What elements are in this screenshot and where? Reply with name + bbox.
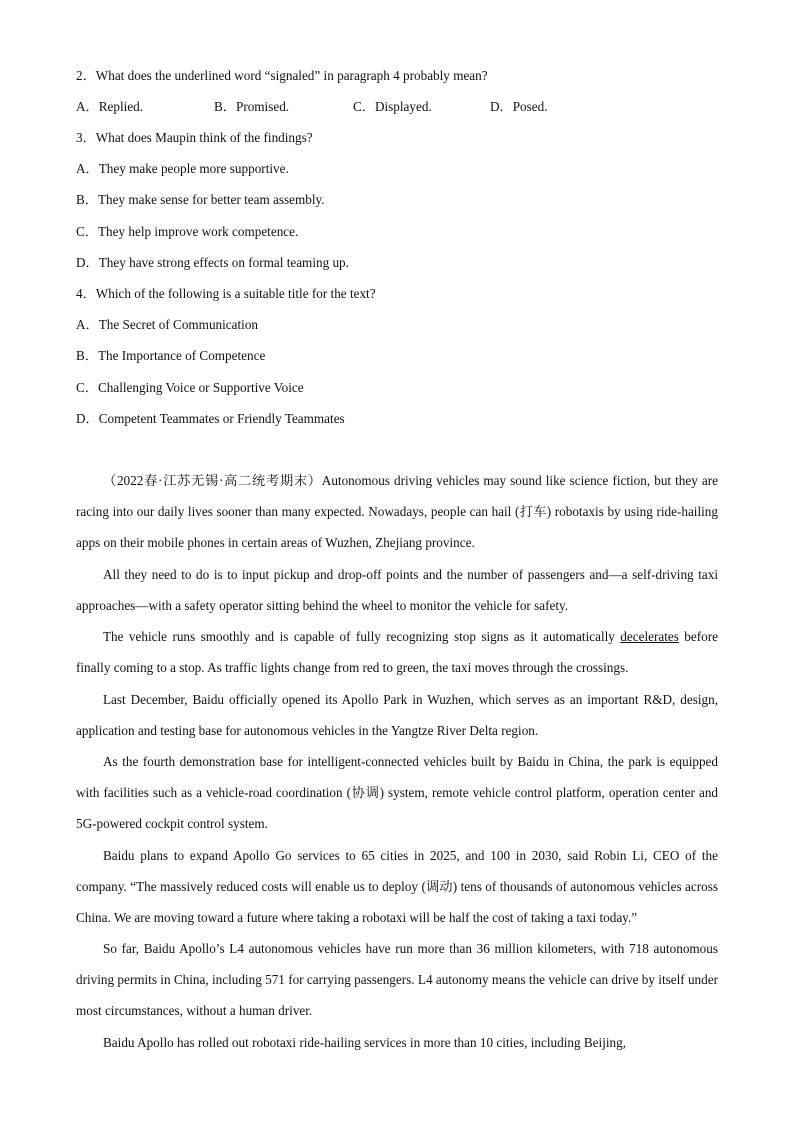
question-2-stem: 2．What does the underlined word “signaled” in paragraph 4 probably mean? — [76, 68, 488, 83]
question-3-option-a: A．They make people more supportive. — [76, 161, 289, 176]
question-3-option-c: C．They help improve work competence. — [76, 224, 299, 239]
passage-paragraph-7: So far, Baidu Apollo’s L4 autonomous vehicles have run more than 36 million kilometers, with 718 autonomous driving permits in China, including 571 for carrying passengers. L4 autonomy means the vehicle can drive by itself under most circumstances, without a human driver. — [76, 941, 718, 1019]
passage-paragraph-1-text: Autonomous driving vehicles may sound like science fiction, but they are racing into our daily lives sooner than many expected. Nowadays, people can hail (打车) robotaxis by using ride-hailing apps on their mobile phones in certain areas of Wuzhen, Zhejiang province. — [76, 473, 718, 551]
question-2-options — [76, 99, 636, 115]
question-4-option-c: C．Challenging Voice or Supportive Voice — [76, 380, 304, 395]
question-3-stem: 3．What does Maupin think of the findings? — [76, 130, 313, 145]
passage-source: （2022春·江苏无锡·高二统考期末） — [103, 473, 322, 488]
question-3-option-b: B．They make sense for better team assembly. — [76, 192, 325, 207]
passage-paragraph-3-text-a: The vehicle runs smoothly and is capable of fully recognizing stop signs as it automatically — [103, 629, 621, 644]
question-2-option-a: A．Replied. — [76, 99, 144, 114]
question-4-stem: 4．Which of the following is a suitable title for the text? — [76, 286, 376, 301]
passage-paragraph-6: Baidu plans to expand Apollo Go services to 65 cities in 2025, and 100 in 2030, said Robin Li, CEO of the company. “The massively reduced costs will enable us to deploy (调动) tens of thousands of autonomous vehicles across China. We are moving toward a future where taking a robotaxi will be half the cost of taking a taxi today.” — [76, 848, 718, 926]
underlined-word: decelerates — [620, 629, 679, 644]
question-2-option-c: C．Displayed. — [353, 99, 432, 114]
passage-paragraph-3-text-b: before finally coming to a stop. As traffic lights change from red to green, the taxi moves through the crossings. — [76, 629, 718, 676]
question-2-option-d: D．Posed. — [490, 99, 548, 114]
passage-paragraph-3 — [76, 621, 718, 683]
passage-paragraph-8: Baidu Apollo has rolled out robotaxi ride-hailing services in more than 10 cities, including Beijing, — [103, 1035, 627, 1050]
passage-paragraph-5: As the fourth demonstration base for intelligent-connected vehicles built by Baidu in China, the park is equipped with facilities such as a vehicle-road coordination (协调) system, remote vehicle control platform, operation center and 5G-powered cockpit control system. — [76, 754, 718, 832]
question-4-option-a: A．The Secret of Communication — [76, 317, 259, 332]
question-4-option-b: B．The Importance of Competence — [76, 348, 266, 363]
passage-paragraph-1 — [76, 465, 718, 559]
question-4-option-d: D．Competent Teammates or Friendly Teammates — [76, 411, 345, 426]
passage-paragraph-4: Last December, Baidu officially opened its Apollo Park in Wuzhen, which serves as an important R&D, design, application and testing base for autonomous vehicles in the Yangtze River Delta region. — [76, 692, 718, 739]
question-3-option-d: D．They have strong effects on formal teaming up. — [76, 255, 349, 270]
question-2-option-b: B．Promised. — [214, 99, 290, 114]
passage-paragraph-2: All they need to do is to input pickup and drop-off points and the number of passengers and—a self-driving taxi approaches—with a safety operator sitting behind the wheel to monitor the vehicle for safety. — [76, 567, 718, 614]
